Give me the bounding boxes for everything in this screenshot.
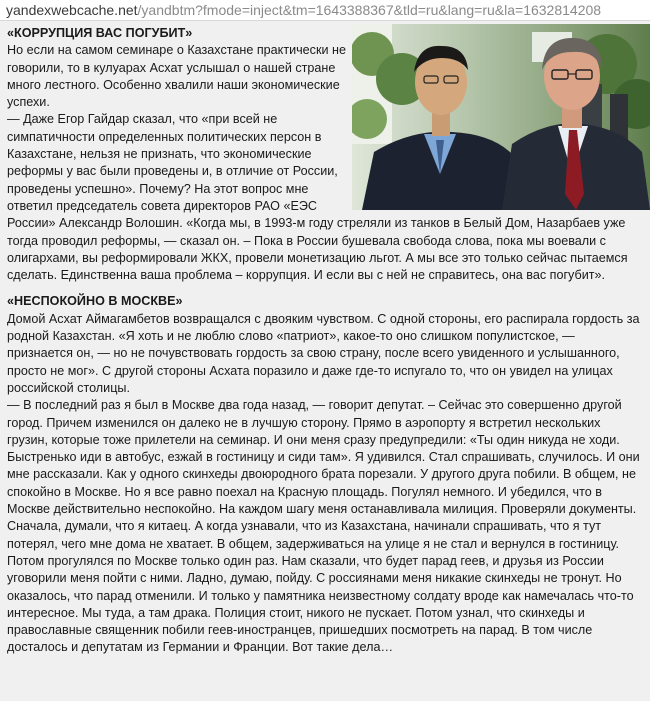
url-path: /yandbtm?fmode=inject&tm=1643388367&tld=ru&lang=ru&la=1632814208	[137, 2, 602, 18]
article	[0, 21, 650, 657]
photo-two-men-icon	[352, 24, 650, 210]
paragraph: Домой Асхат Аймагамбетов возвращался с двояким чувством. С одной стороны, его распирала гордость за родной Казахстан. «Я хоть и не люблю слово «патриот», какое-то оно слишком популистское, — признается он, — но не почувствовать гордость за свою страну, после всего увиденного и услышанного, просто не мог». С другой стороны Асхата поразило и даже где-то испугало то, что он увидел на улицах российской столицы.	[7, 311, 640, 395]
paragraph: — Даже Егор Гайдар сказал, что «при всей не симпатичности определенных политических персон в Казахстане, нельзя не признать, что экономические реформы у вас были проведены и, в отличие от России, проведены успешно». Почему? На этот вопрос мне ответил председатель совета директоров РАО «ЕЭС России» Александр Волошин. «Когда мы, в 1993-м году стреляли из танков в Белый Дом, Назарбаев уже тогда проводил реформы, — сказал он. – Пока в России бушевала свобода слова, пока мы воевали с олигархами, вы реформировали ЖКХ, провели монетизацию льгот. А мы все это только сейчас пытаемся сделать. Единственна ваша проблема – коррупция. И если вы с ней не справитесь, она вас погубит».	[7, 112, 628, 283]
url-host: yandexwebcache.net	[6, 2, 138, 18]
section-heading-corruption: «КОРРУПЦИЯ ВАС ПОГУБИТ»	[7, 26, 193, 40]
paragraph: — В последний раз я был в Москве два года назад, — говорит депутат. – Сейчас это совершенно другой город. Причем изменился он далеко не в лучшую сторону. Прямо в аэропорту я встретил нескольких грузин, которые тоже прилетели на семинар. И они меня сразу предупредили: «Ты один никуда не ходи. Быстренько иди в автобус, езжай в гостиницу и сиди там». Я удивился. Стал спрашивать, случилось. И они мне рассказали. Как у одного скинхеды двоюродного брата порезали. У другого друга побили. В общем, не спокойно в Москве. Но я все равно поехал на Красную площадь. Погулял немного. И убедился, что в Москве действительно неспокойно. На каждом шагу меня останавливала милиция. Проверяли документы. Сначала, думали, что я китаец. А когда узнавали, что из Казахстана, начинали спрашивать, что я тут потерял, чего мне дома не хватает. В общем, задерживаться на улице я не стал и вернулся в гостиницу. Потом прогулялся по Москве только один раз. Нам сказали, что будет парад геев, и друзья из России уговорили меня пойти с ними. Ладно, думаю, пойду. С россиянами меня никакие скинхеды не тронут. Но оказалось, что парад отменили. И только у памятника неизвестному солдату вроде как намечалась что-то интересное. Мы туда, а там драка. Полиция стоит, никого не пускает. Потом узнал, что скинхеды и православные священник побили геев-иностранцев, пришедших посмотреть на парад. В том числе досталось и депутатам из Германии и Франции. Вот такие дела…	[7, 398, 640, 655]
paragraph: Но если на самом семинаре о Казахстане практически не говорили, то в кулуарах Асхат услышал о нашей стране много лестного. Особенно хвалили наши экономические успехи.	[7, 43, 346, 110]
section-heading-moscow: «НЕСПОКОЙНО В МОСКВЕ»	[7, 294, 183, 309]
address-bar[interactable]	[0, 0, 650, 21]
